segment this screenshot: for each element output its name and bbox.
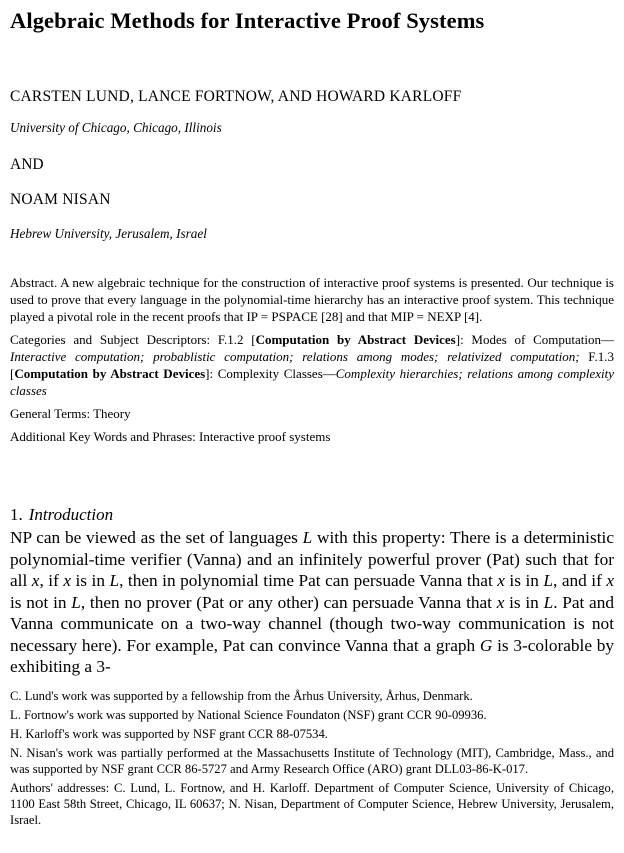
intro-text-run: . Pat and Vanna communicate on a two-way channel (though two-way communication is not necessary here). For example, Pat can convince Vanna that a graph — [10, 592, 615, 655]
intro-text-run: is in — [504, 571, 544, 590]
categories-keyword-1: Computation by Abstract Devices — [255, 332, 456, 347]
intro-variable: L — [543, 592, 554, 612]
intro-variable: x — [606, 571, 615, 590]
intro-variable: x — [496, 592, 505, 612]
and-separator: AND — [10, 156, 44, 173]
footnote-lund: C. Lund's work was supported by a fellowship from the Århus University, Århus, Denmark. — [10, 689, 473, 703]
footnote-addresses: Authors' addresses: C. Lund, L. Fortnow, and H. Karloff. Department of Computer Science, University of Chicago, 1100 East 58th Street, Chicago, IL 60637; N. Nisan, Department of Computer Science, Hebrew University, Jerusalem, Israel. — [10, 781, 614, 827]
paper-title: Algebraic Methods for Interactive Proof Systems — [10, 8, 485, 33]
intro-text-run: with this property: There is a deterministic polynomial-time verifier (Vanna) and an infinitely powerful prover (Pat) such that for all — [10, 528, 614, 590]
intro-text-run: is not in — [10, 592, 72, 612]
categories-italic-2: Complexity hierarchies; relations among complexity classes — [10, 366, 614, 398]
intro-text-run: , if — [39, 571, 64, 590]
categories-text — [10, 331, 614, 399]
intro-text-run: , then no prover (Pat or any other) can persuade Vanna that — [80, 592, 497, 612]
categories-prefix: Categories and Subject Descriptors: F.1.2 [ — [10, 332, 256, 347]
intro-variable: G — [479, 635, 493, 655]
intro-text-run: , and if — [553, 571, 607, 590]
categories-keyword-2: Computation by Abstract Devices — [14, 366, 206, 381]
intro-variable: L — [71, 592, 81, 612]
key-words: Additional Key Words and Phrases: Interactive proof systems — [10, 429, 331, 444]
footnote-nisan: N. Nisan's work was partially performed at the Massachusetts Institute of Technology (MIT), Cambridge, Mass., and was supported by NSF grant CCR 86-5727 and Army Research Office (ARO) grant DLL03-86-K-017. — [10, 746, 614, 776]
section-title: Introduction — [28, 505, 114, 524]
footnote-karloff: H. Karloff's work was supported by NSF grant CCR 88-07534. — [10, 727, 328, 741]
intro-text-run: is in — [504, 592, 544, 612]
intro-paragraph — [10, 527, 614, 678]
intro-variable: L — [543, 571, 554, 590]
section-number: 1. — [10, 505, 23, 524]
intro-text-run: NP can be viewed as the set of languages — [10, 528, 303, 547]
intro-text-run: is in — [71, 571, 110, 590]
section-heading — [10, 505, 614, 525]
intro-variable: x — [63, 571, 71, 590]
intro-text-run: , then in polynomial time Pat can persuade Vanna that — [119, 571, 498, 590]
affiliation-chicago: University of Chicago, Chicago, Illinois — [10, 120, 222, 135]
general-terms: General Terms: Theory — [10, 406, 131, 421]
intro-variable: L — [302, 528, 313, 547]
affiliation-hebrew: Hebrew University, Jerusalem, Israel — [10, 226, 207, 241]
abstract-block — [10, 274, 614, 451]
author-list: CARSTEN LUND, LANCE FORTNOW, AND HOWARD KARLOFF — [10, 88, 462, 105]
intro-text-run: is 3-colorable by exhibiting a 3- — [10, 635, 614, 676]
footnotes — [10, 688, 614, 831]
categories-mid-1: ]: Modes of Computation— — [455, 332, 615, 347]
intro-variable: x — [497, 571, 505, 590]
intro-variable: x — [31, 571, 40, 590]
categories-mid-3: ]: Complexity Classes— — [205, 366, 336, 381]
categories-italic-1: Interactive computation; probablistic computation; relations among modes; relativized computation; — [10, 349, 580, 364]
categories-mid-2: F.1.3 [ — [10, 349, 614, 381]
intro-variable: L — [109, 571, 120, 590]
footnote-fortnow: L. Fortnow's work was supported by National Science Foundaton (NSF) grant CCR 90-09936. — [10, 708, 487, 722]
author-nisan: NOAM NISAN — [10, 191, 111, 208]
abstract-text: Abstract. A new algebraic technique for the construction of interactive proof systems is presented. Our technique is used to prove that every language in the polynomial-time hierarchy has an interactive proof system. This technique played a pivotal role in the recent proofs that IP = PSPACE [28] and that MIP = NEXP [4]. — [10, 275, 614, 324]
